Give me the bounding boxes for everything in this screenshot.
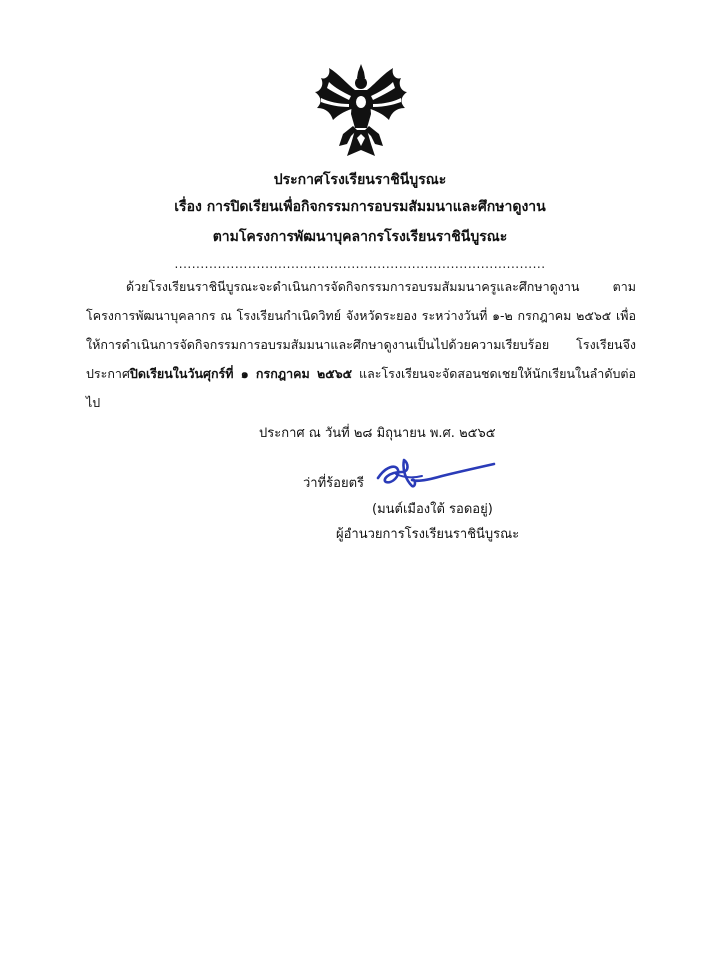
announcement-date: ประกาศ ณ วันที่ ๒๘ มิถุนายน พ.ศ. ๒๕๖๕ (259, 426, 496, 441)
body-text-part2: และโรงเรียนจะจัดสอนชดเชยให้นักเรียนในลำดับต่อไป (86, 366, 636, 410)
announcement-body (86, 272, 636, 417)
announcement-title: ประกาศโรงเรียนราชินีบูรณะ (273, 172, 447, 188)
body-text-part1: ด้วยโรงเรียนราชินีบูรณะจะดำเนินการจัดกิจกรรมการอบรมสัมมนาครูและศึกษาดูงาน ตามโครงการพัฒนาบุคลากร ณ โรงเรียนกำเนิดวิทย์ จังหวัดระยอง ระหว่างวันที่ ๑-๒ กรกฎาคม ๒๕๖๕ เพื่อให้การดำเนินการจัดกิจกรรมการอบรมสัมมนาและศึกษาดูงานเป็นไปด้วยความเรียบร้อย โรงเรียนจึงประกาศ (86, 279, 636, 381)
closure-highlight: ปิดเรียนในวันศุกร์ที่ ๑ กรกฎาคม ๒๕๖๕ (129, 366, 353, 381)
garuda-emblem-icon (311, 62, 411, 162)
signer-position: ผู้อำนวยการโรงเรียนราชินีบูรณะ (336, 527, 520, 542)
announcement-project: ตามโครงการพัฒนาบุคลากรโรงเรียนราชินีบูรณะ (212, 229, 508, 245)
announcement-subject: เรื่อง การปิดเรียนเพื่อกิจกรรมการอบรมสัมมนาและศึกษาดูงาน (174, 199, 546, 215)
signer-rank: ว่าที่ร้อยตรี (303, 476, 365, 491)
signer-name: (มนต์เมืองใต้ รอดอยู่) (372, 502, 493, 517)
separator-line: ...................................................................................... (174, 257, 546, 271)
signature-icon (372, 456, 497, 496)
